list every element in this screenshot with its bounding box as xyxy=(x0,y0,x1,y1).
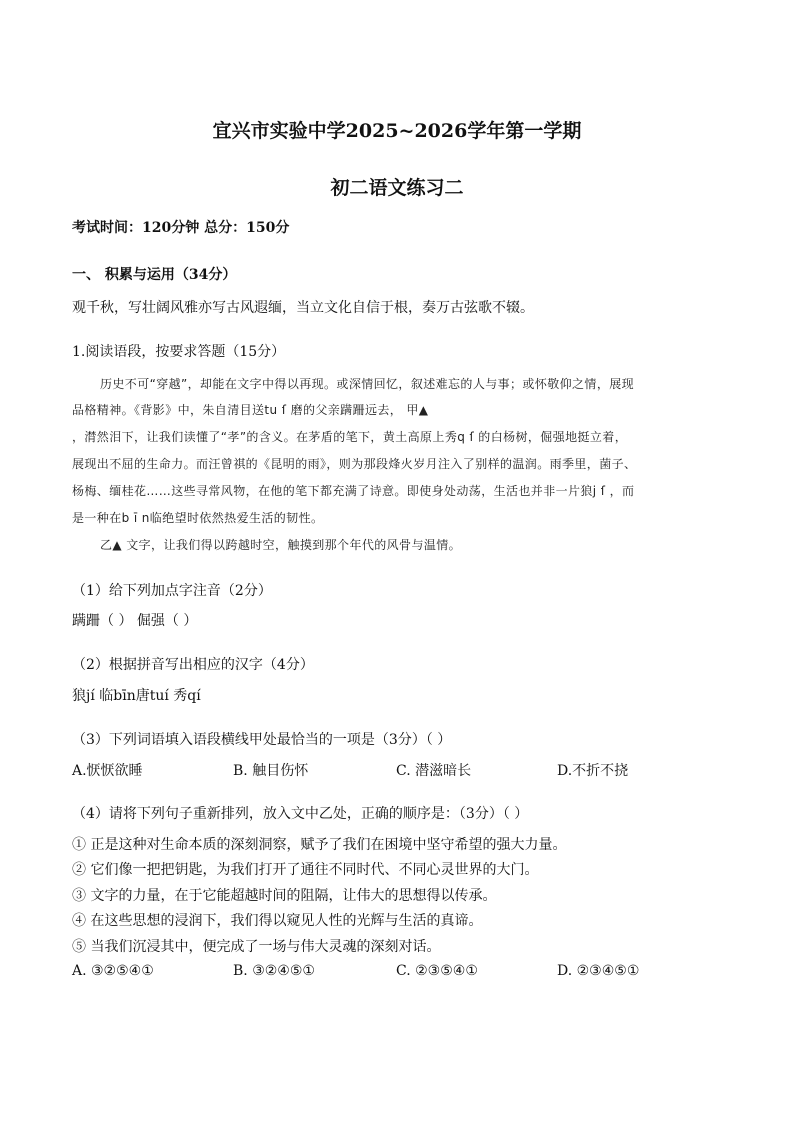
subquestion-2-body: 狼jí 临bīn唐tuí 秀qí xyxy=(72,688,201,704)
passage-line: 品格精神。《背影》中，朱自清目送tu ſ 磨的父亲蹒跚远去， 甲▲ xyxy=(72,403,429,417)
exam-title-line2: 初二语文练习二 xyxy=(330,177,464,199)
section-intro: 观千秋，写壮阔风雅亦写古风遐缅，当立文化自信于根，奏万古弦歌不辍。 xyxy=(72,300,534,316)
option-d: D.不折不挠 xyxy=(557,763,629,779)
option-a: A.恹恹欲睡 xyxy=(72,763,143,779)
passage-line: ，潸然泪下，让我们读懂了“孝”的含义。在茅盾的笔下，黄土高原上秀q ſ 的白杨树，倔强地挺立着， xyxy=(72,430,628,444)
passage-line: 是一种在b ī n临绝望时依然热爱生活的韧性。 xyxy=(72,511,324,525)
passage-line: 展现出不屈的生命力。而汪曾祺的《昆明的雨》，则为那段烽火岁月注入了别样的温润。雨季里，菌子、 xyxy=(72,457,637,471)
question-1-title: 1.阅读语段，按要求答题（15分） xyxy=(72,344,286,360)
option-c: C. ②③⑤④① xyxy=(396,963,478,979)
sentence-item: ② 它们像一把把钥匙，为我们打开了通往不同时代、不同心灵世界的大门。 xyxy=(72,862,539,878)
sentence-item: ③ 文字的力量，在于它能超越时间的阻隔，让伟大的思想得以传承。 xyxy=(72,888,497,904)
subquestion-2-title: （2）根据拼音写出相应的汉字（4分） xyxy=(72,657,314,673)
option-d: D. ②③④⑤① xyxy=(557,963,640,979)
passage-line: 杨梅、缅桂花……这些寻常风物，在他的笔下都充满了诗意。即使身处动荡，生活也并非一片狼j ſ ，而 xyxy=(72,484,635,498)
sentence-item: ⑤ 当我们沉浸其中，便完成了一场与伟大灵魂的深刻对话。 xyxy=(72,939,441,955)
section-heading: 一、 积累与运用（34分） xyxy=(72,267,237,283)
exam-info: 考试时间：120分钟 总分：150分 xyxy=(72,220,290,236)
option-b: B. ③②④⑤① xyxy=(233,963,315,979)
subquestion-1-title: （1）给下列加点字注音（2分） xyxy=(72,583,272,599)
option-a: A. ③②⑤④① xyxy=(72,963,154,979)
passage-line: 历史不可“穿越”，却能在文字中得以再现。或深情回忆，叙述难忘的人与事；或怀敬仰之情，展现 xyxy=(100,377,635,391)
subquestion-3-title: （3）下列词语填入语段横线甲处最恰当的一项是（3分）（ ） xyxy=(72,732,452,748)
subquestion-4-title: （4）请将下列句子重新排列，放入文中乙处，正确的顺序是：（3分）（ ） xyxy=(72,806,529,822)
exam-title-line1: 宜兴市实验中学2025~2026学年第一学期 xyxy=(212,120,582,142)
option-c: C. 潜滋暗长 xyxy=(396,763,472,779)
subquestion-1-body: 蹒跚（ ） 倔强（ ） xyxy=(72,613,198,629)
option-b: B. 触目伤怀 xyxy=(233,763,309,779)
passage-line: 乙▲ 文字，让我们得以跨越时空，触摸到那个年代的风骨与温情。 xyxy=(100,538,462,552)
sentence-item: ① 正是这种对生命本质的深刻洞察，赋予了我们在困境中坚守希望的强大力量。 xyxy=(72,837,567,853)
sentence-item: ④ 在这些思想的浸润下，我们得以窥见人性的光辉与生活的真谛。 xyxy=(72,913,483,929)
